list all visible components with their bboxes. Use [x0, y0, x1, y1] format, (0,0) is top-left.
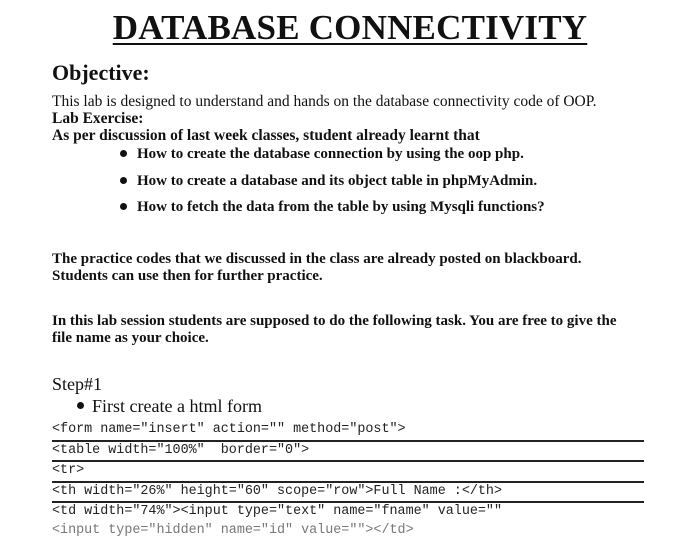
learned-topics-list [120, 146, 545, 226]
step-bullet-text: First create a html form [92, 396, 262, 416]
code-block [52, 421, 644, 539]
code-line: <table width="100%" border="0"> [52, 442, 644, 463]
practice-note-line-1: The practice codes that we discussed in the class are already posted on blackboard. [52, 251, 582, 267]
learned-topic-text: How to create the database connection by using the oop php. [137, 146, 524, 162]
task-note-line-1: In this lab session students are supposed to do the following task. You are free to give the [52, 313, 617, 329]
bullet-icon [120, 150, 127, 157]
learned-topic-item [120, 199, 545, 226]
bullet-icon [77, 402, 84, 409]
learned-topic-text: How to fetch the data from the table by using Mysqli functions? [137, 199, 545, 215]
lab-exercise-heading: Lab Exercise: [52, 110, 144, 127]
step-bullet-item [77, 396, 262, 417]
practice-note-line-2: Students can use then for further practice. [52, 268, 323, 284]
objective-description: This lab is designed to understand and hands on the database connectivity code of OOP. [52, 93, 597, 110]
code-line: <tr> [52, 462, 644, 483]
step-label: Step#1 [52, 374, 103, 394]
lab-exercise-intro: As per discussion of last week classes, student already learnt that [52, 127, 480, 144]
bullet-icon [120, 203, 127, 210]
page-title: DATABASE CONNECTIVITY [112, 8, 588, 47]
code-line: <form name="insert" action="" method="post"> [52, 421, 644, 442]
learned-topic-item [120, 173, 545, 200]
code-line: <th width="26%" height="60" scope="row">Full Name :</th> [52, 483, 644, 504]
learned-topic-item [120, 146, 545, 173]
objective-heading: Objective: [52, 60, 150, 85]
code-line: <td width="74%"><input type="text" name="fname" value="" [52, 504, 502, 519]
task-note-line-2: file name as your choice. [52, 330, 209, 346]
learned-topic-text: How to create a database and its object table in phpMyAdmin. [137, 172, 538, 189]
code-line: <input type="hidden" name="id" value=""></td> [52, 522, 414, 538]
bullet-icon [120, 177, 127, 184]
